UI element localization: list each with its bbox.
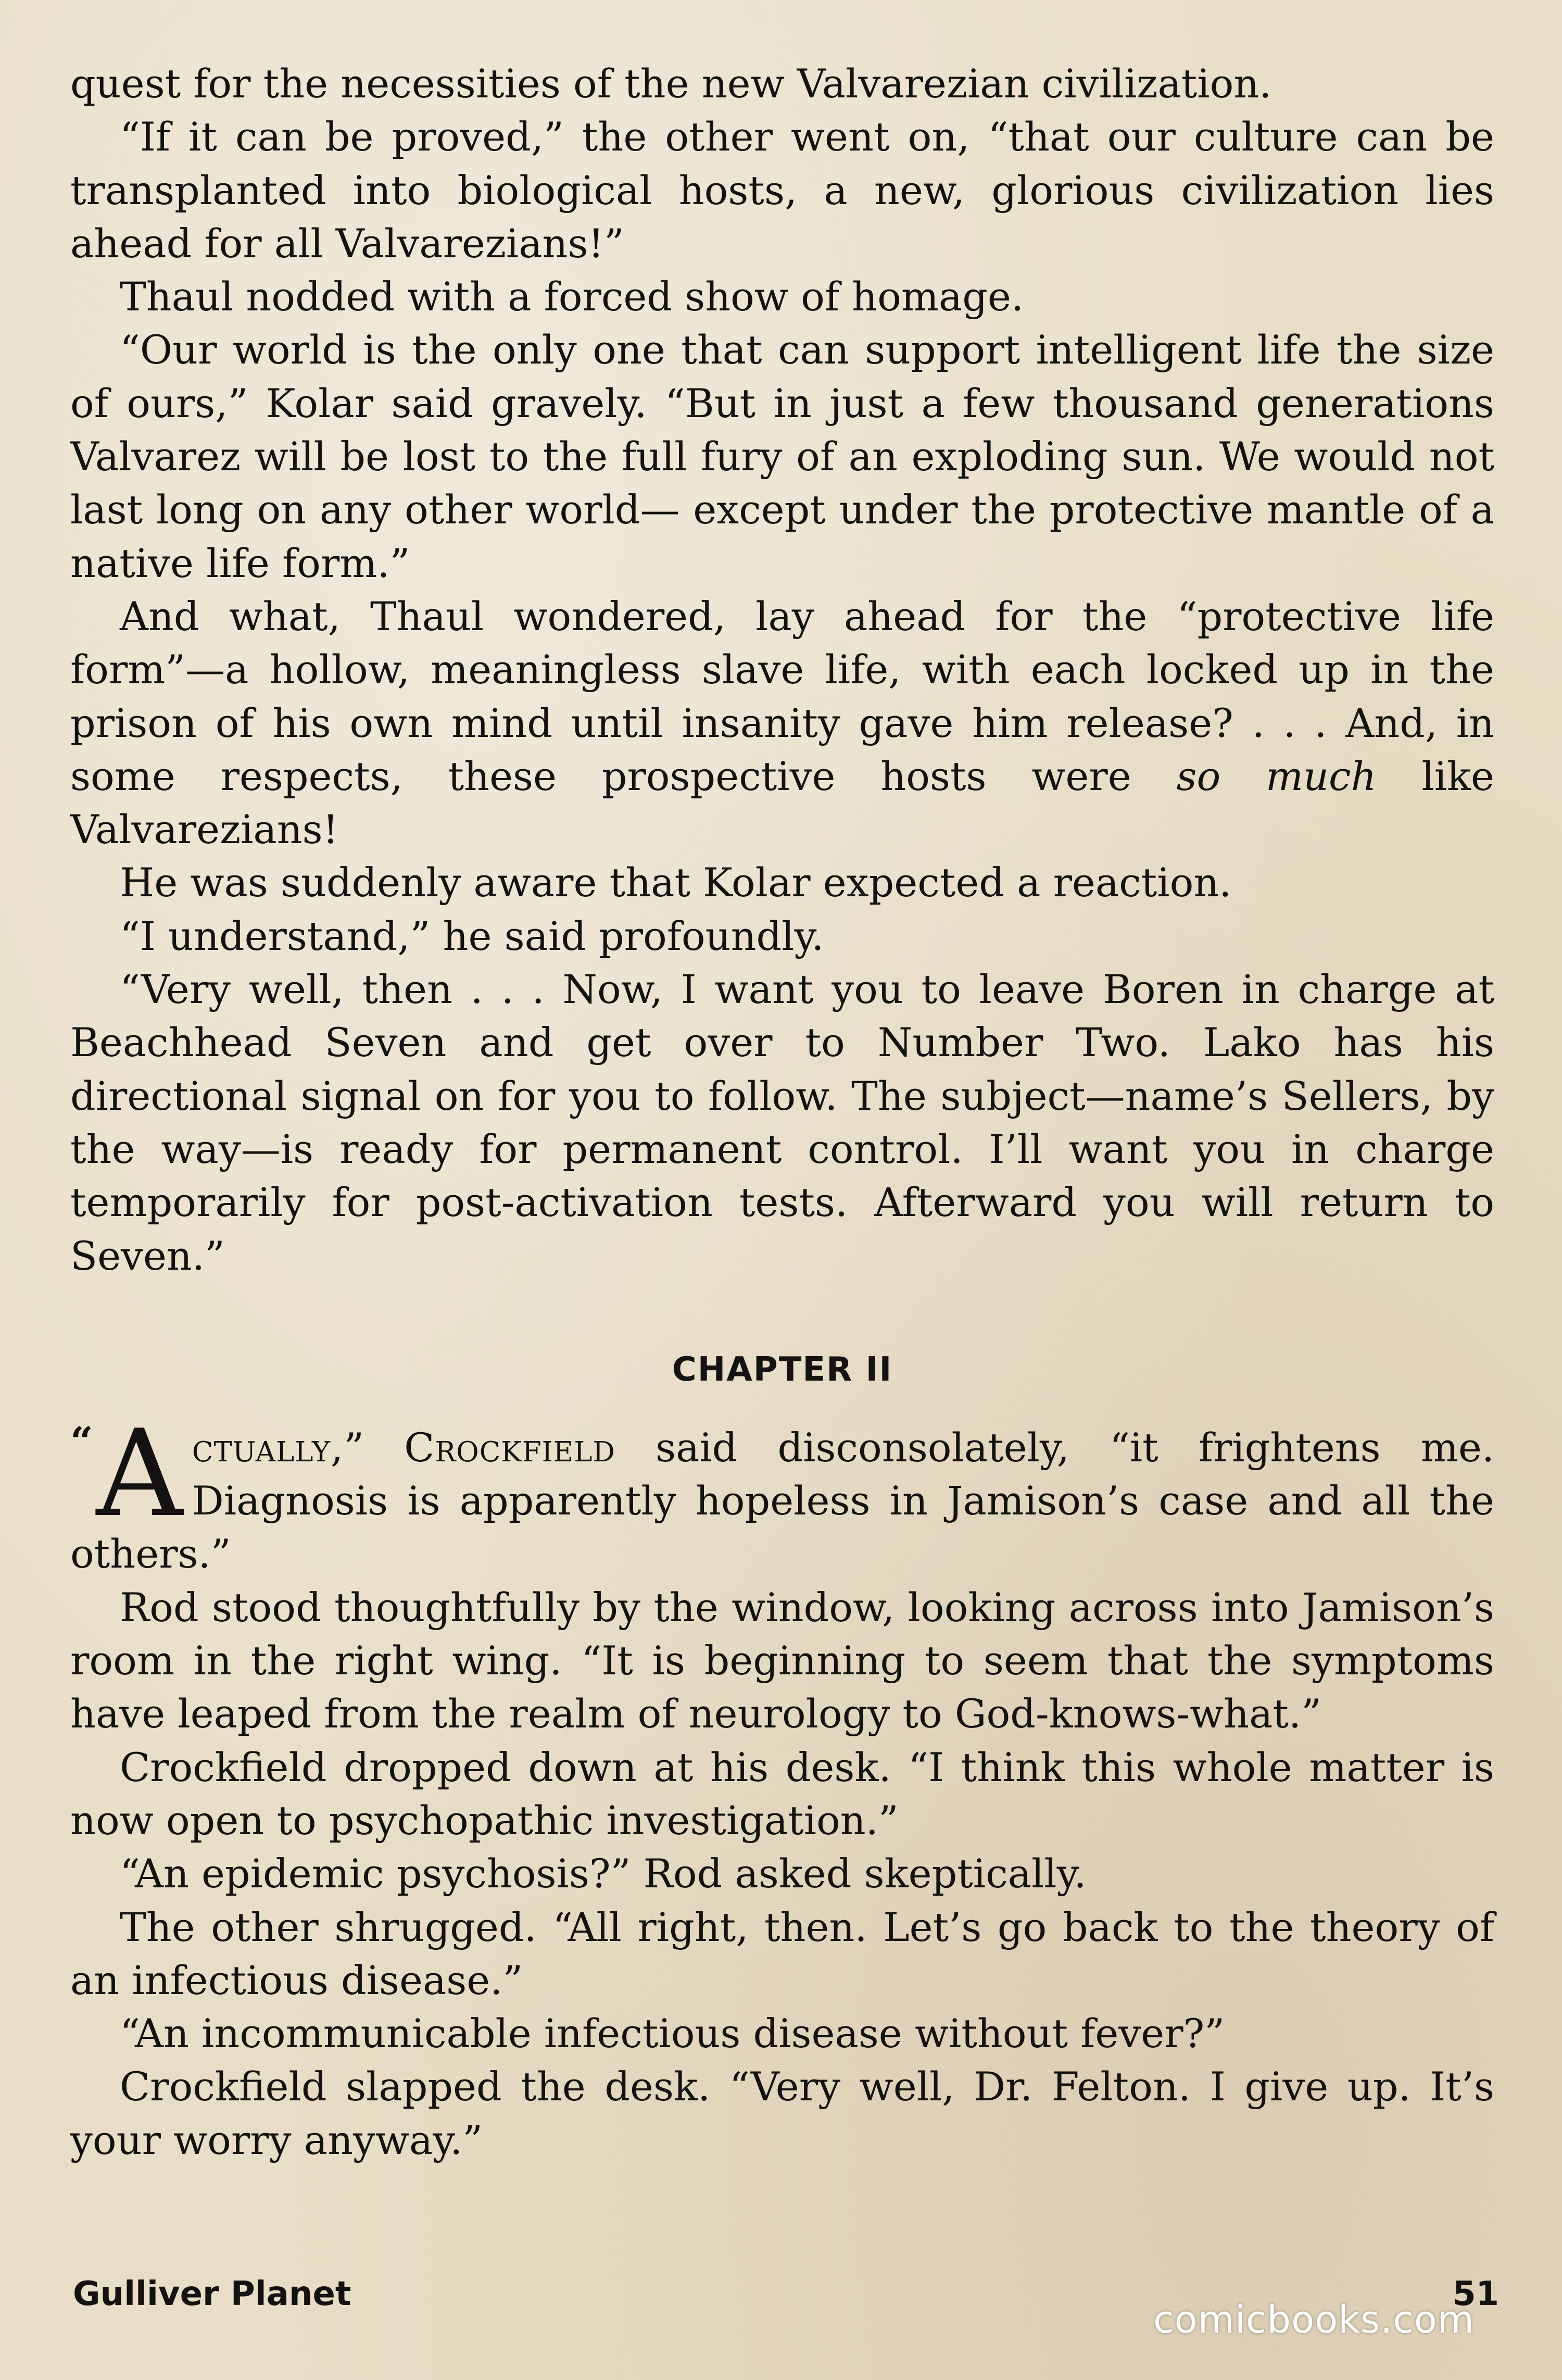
running-footer-title: Gulliver Planet [73, 2275, 351, 2313]
paragraph: “I understand,” he said profoundly. [120, 912, 824, 959]
paragraph-text: And what, Thaul wondered, lay ahead for the “protective life form”—a hollow, meaningless slave life, with each locked up in the prison of his own mind until insanity gave him release? . . . And, in some respects, these prospective hosts were [70, 593, 1494, 799]
paragraph: The other shrugged. “All right, then. Let’s go back to the theory of an infectious disease.” [70, 1903, 1494, 2003]
paragraph: Crockfield slapped the desk. “Very well, Dr. Felton. I give up. It’s your worry anyway.” [70, 2063, 1494, 2163]
paragraph: “Very well, then . . . Now, I want you to leave Boren in charge at Beachhead Seven and get over to Number Two. Lako has his directional signal on for you to follow. The subject—name’s Sellers, by the way—is ready for permanent control. I’ll want you in charge temporarily for post-activation tests. Afterward you will return to Seven.” [70, 966, 1494, 1279]
body-text [70, 57, 1494, 2167]
paragraph: He was suddenly aware that Kolar expected a reaction. [120, 859, 1232, 906]
drop-cap [70, 1404, 183, 1544]
paragraph: “If it can be proved,” the other went on, “that our culture can be transplanted into biological hosts, a new, glorious civilization lies ahead for all Valvarezians!” [70, 114, 1494, 267]
paragraph: “An epidemic psychosis?” Rod asked skeptically. [120, 1850, 1087, 1897]
closing-quote: ” [344, 1424, 405, 1471]
paragraph: “An incommunicable infectious disease without fever?” [120, 2010, 1225, 2057]
paragraph: Crockfield dropped down at his desk. “I think this whole matter is now open to psychopathic investigation.” [70, 1744, 1494, 1844]
drop-cap-quote: “ [70, 1418, 93, 1464]
paragraph: Thaul nodded with a forced show of homage. [120, 273, 1024, 320]
paragraph-text: said disconsolately, “it frightens me. Diagnosis is apparently hopeless in Jamison’s case and all the others.” [70, 1424, 1494, 1577]
italic-tail: like Valvarezians! [70, 753, 1494, 853]
paragraph: “Our world is the only one that can support intelligent life the size of ours,” Kolar said gravely. “But in just a few thousand generations Valvarez will be lost to the full fury of an exploding sun. We would not last long on any other world— except under the protective mantle of a native life form.” [70, 327, 1494, 586]
small-caps-word: ctually, [192, 1424, 344, 1471]
opening-paragraph [70, 1404, 1494, 1581]
drop-cap-letter: A [96, 1404, 183, 1544]
watermark: comicbooks.com [1153, 2298, 1475, 2341]
speaker-name: Crockfield [404, 1424, 615, 1471]
chapter-heading: CHAPTER II [672, 1350, 893, 1389]
page-number: 51 [1453, 2275, 1500, 2313]
italic-phrase: so much [1176, 753, 1377, 799]
paragraph: Rod stood thoughtfully by the window, looking across into Jamison’s room in the right wing. “It is beginning to seem that the symptoms have leaped from the realm of neurology to God-knows-what.” [70, 1584, 1494, 1737]
paragraph-with-italic [70, 590, 1494, 856]
paragraph: quest for the necessities of the new Valvarezian civilization. [70, 60, 1272, 107]
